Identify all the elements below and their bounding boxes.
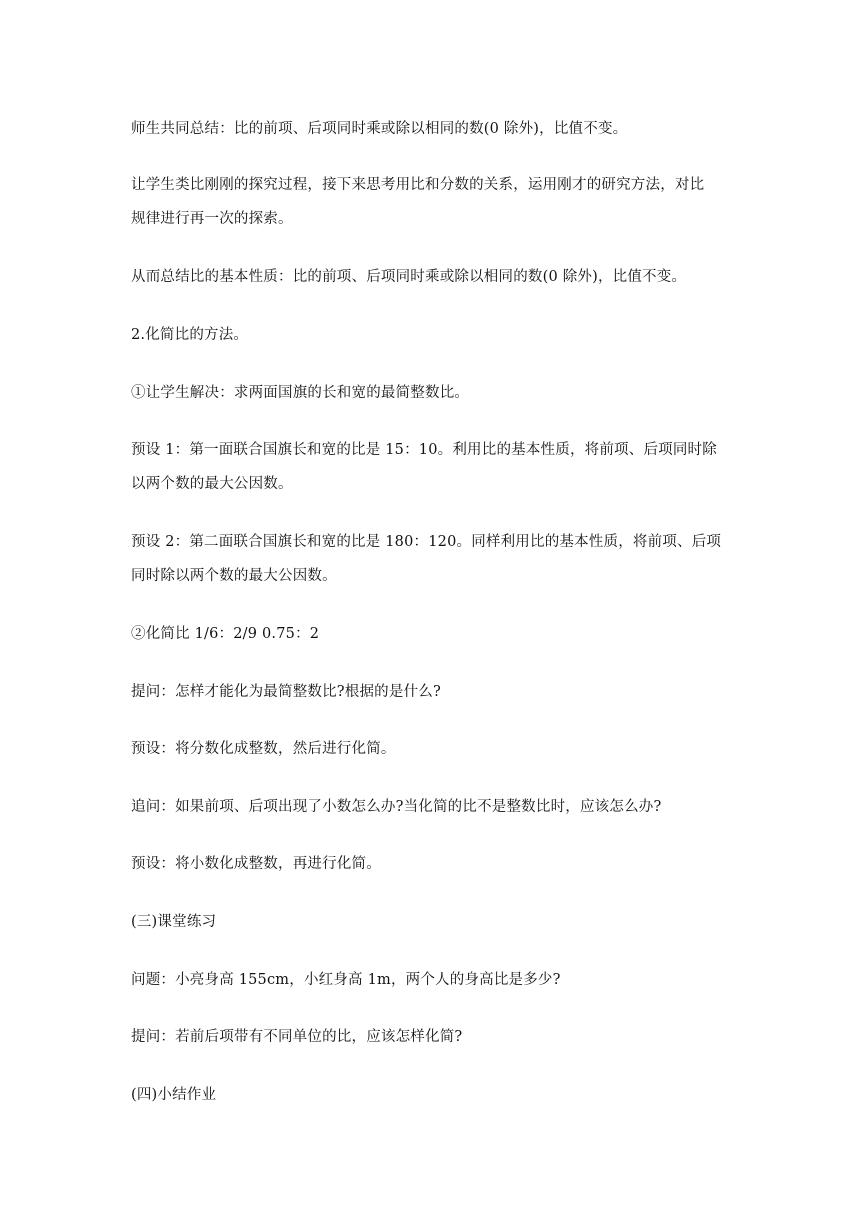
problem-paragraph: 问题：小亮身高 155cm，小红身高 1m，两个人的身高比是多少? <box>131 972 561 988</box>
task-flags-paragraph: ①让学生解决：求两面国旗的长和宽的最简整数比。 <box>131 385 470 401</box>
unit-question-paragraph: 提问：若前后项带有不同单位的比，应该怎样化简? <box>131 1029 463 1045</box>
summary-paragraph: 师生共同总结：比的前项、后项同时乘或除以相同的数(0 除外)，比值不变。 <box>131 121 628 137</box>
preset-1-line-2: 以两个数的最大公因数。 <box>131 476 293 492</box>
preset-decimal-paragraph: 预设：将小数化成整数，再进行化简。 <box>131 856 381 872</box>
basic-property-paragraph: 从而总结比的基本性质：比的前项、后项同时乘或除以相同的数(0 除外)，比值不变。 <box>131 269 687 285</box>
simplify-exercise-paragraph: ②化简比 1/6：2/9 0.75：2 <box>131 626 320 642</box>
question-paragraph: 提问：怎样才能化为最简整数比?根据的是什么? <box>131 684 441 700</box>
preset-fraction-paragraph: 预设：将分数化成整数，然后进行化简。 <box>131 741 396 757</box>
preset-1-line-1: 预设 1：第一面联合国旗长和宽的比是 15：10。利用比的基本性质，将前项、后项同时除 <box>131 442 717 458</box>
follow-up-question-paragraph: 追问：如果前项、后项出现了小数怎么办?当化简的比不是整数比时，应该怎么办? <box>131 799 662 815</box>
analogy-paragraph-line-2: 规律进行再一次的探索。 <box>131 211 293 227</box>
section-heading-summary-homework: (四)小结作业 <box>131 1087 217 1103</box>
section-heading-simplify-ratio: 2.化简比的方法。 <box>131 327 249 343</box>
preset-2-line-1: 预设 2：第二面联合国旗长和宽的比是 180：120。同样利用比的基本性质，将前项、后项 <box>131 534 722 550</box>
preset-2-line-2: 同时除以两个数的最大公因数。 <box>131 568 337 584</box>
analogy-paragraph-line-1: 让学生类比刚刚的探究过程，接下来思考用比和分数的关系，运用刚才的研究方法，对比 <box>131 177 705 193</box>
section-heading-class-practice: (三)课堂练习 <box>131 914 217 930</box>
